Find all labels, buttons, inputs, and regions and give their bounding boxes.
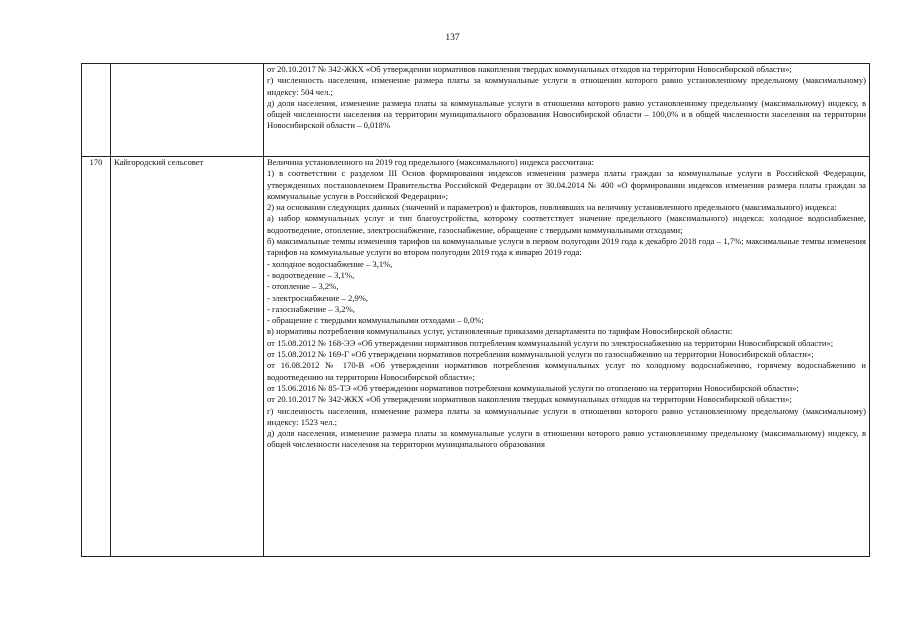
description-cell: [264, 157, 870, 557]
description-lines: [267, 64, 866, 132]
text-line: - водоотведение – 3,1%,: [267, 269, 355, 280]
row-number: [82, 64, 111, 157]
text-line: от 20.10.2017 № 342-ЖКХ «Об утверждении нормативов накопления твердых коммунальных отходов на территории Новосибирской области»;: [267, 64, 792, 74]
text-line: от 15.08.2012 № 169-Г «Об утверждении нормативов потребления коммунальной услуги по газоснабжению на территории Новосибирской области»;: [267, 349, 814, 360]
text-line: - газоснабжение – 3,2%,: [267, 303, 355, 314]
municipality-name: Кайгородский сельсовет: [111, 157, 264, 557]
text-line: от 16.08.2012 № 170-В «Об утверждении нормативов потребления коммунальных услуг по холодному водоснабжению, горячему водоснабжению и водоотведению на территории Новосибирской области»;: [267, 360, 866, 382]
text-line: 2) на основании следующих данных (значений и параметров) и факторов, повлиявших на величину установленного предельного (максимального) индекса:: [267, 202, 837, 213]
text-line: Величина установленного на 2019 год предельного (максимального) индекса рассчитана:: [267, 157, 594, 167]
text-line: а) набор коммунальных услуг и тип благоустройства, которому соответствует значение предельного (максимального) индекса: холодное водоснабжение, водоотведение, отопление, электроснабжение, газоснабжение, обращение с твердыми коммунальными отходами;: [267, 213, 866, 235]
table-row: [82, 157, 870, 557]
text-line: в) нормативы потребления коммунальных услуг, установленные приказами департамента по тарифам Новосибирской области:: [267, 326, 733, 337]
text-line: б) максимальные темпы изменения тарифов на коммунальные услуги в первом полугодии 2019 года к декабрю 2018 года – 1,7%; максимальные темпы изменения тарифов на коммунальные услуги во втором полугодии 2019 года к январю 2019 года:: [267, 236, 866, 258]
description-cell: [264, 64, 870, 157]
row-number: 170: [82, 157, 111, 557]
text-line: от 15.08.2012 № 168-ЭЭ «Об утверждении нормативов потребления коммунальной услуги по электроснабжению на территории Новосибирской области»;: [267, 337, 834, 348]
text-line: - холодное водоснабжение – 3,1%,: [267, 258, 393, 269]
description-lines: [267, 157, 866, 451]
text-line: г) численность населения, изменение размера платы за коммунальные услуги в отношении которого равно установленному предельному (максимальному) индексу: 1523 чел.;: [267, 405, 866, 427]
text-line: от 15.06.2016 № 85-ТЭ «Об утверждении нормативов потребления коммунальной услуги по отоплению на территории Новосибирской области»;: [267, 382, 799, 393]
municipality-name: [111, 64, 264, 157]
text-line: 1) в соответствии с разделом III Основ формирования индексов изменения размера платы граждан за коммунальные услуги в Российской Федерации, утвержденных постановлением Правительства Российской Федерации от 30.04.2014 № 400 «О формировании индексов изменения размера платы граждан за коммунальные услуги в Российской Федерации»;: [267, 168, 866, 201]
table-row: [82, 64, 870, 157]
text-line: г) численность населения, изменение размера платы за коммунальные услуги в отношении которого равно установленному предельному (максимальному) индексу: 504 чел.;: [267, 75, 866, 97]
text-line: от 20.10.2017 № 342-ЖКХ «Об утверждении нормативов накопления твердых коммунальных отходов на территории Новосибирской области»;: [267, 394, 792, 405]
page-number: 137: [445, 33, 460, 43]
text-line: д) доля населения, изменение размера платы за коммунальные услуги в отношении которого равно установленному предельному (максимальному) индексу, в общей численности населения на территории муниципального образования: [267, 428, 866, 450]
text-line: - обращение с твердыми коммунальными отходами – 0,0%;: [267, 315, 484, 326]
index-table: [81, 63, 870, 557]
text-line: - отопление – 3,2%,: [267, 281, 339, 292]
text-line: - электроснабжение – 2,9%,: [267, 292, 369, 303]
text-line: д) доля населения, изменение размера платы за коммунальные услуги в отношении которого равно установленному предельному (максимальному) индексу, в общей численности населения на территории муниципального образования Новосибирской области – 100,0% и в общей численности населения на территории Новосибирской области – 0,018%: [267, 97, 866, 131]
